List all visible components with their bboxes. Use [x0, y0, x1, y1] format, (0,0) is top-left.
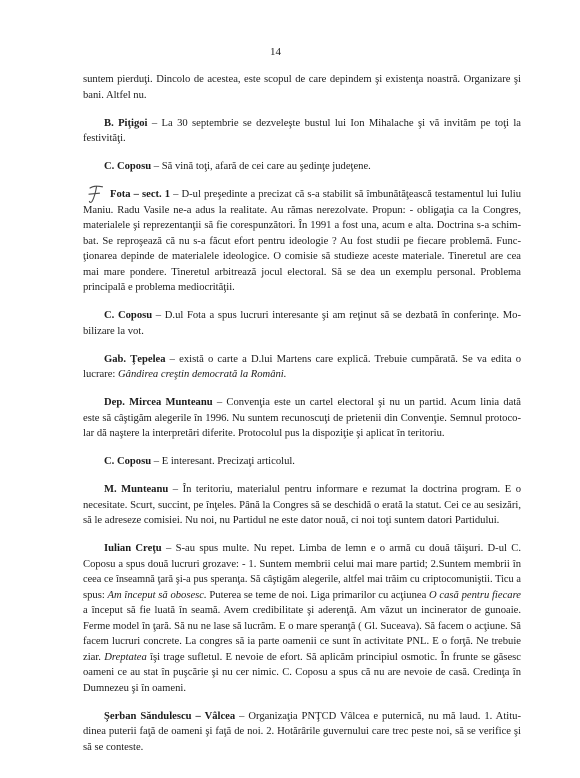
- text-line: [83, 541, 521, 557]
- speaker-name: C. Coposu: [104, 456, 152, 467]
- line-text: Coposu a spus două lucruri grozave: - 1. Suntem membrii celui mai mare partid; 2.Suntem membrii în: [83, 558, 521, 570]
- text-line: [83, 634, 521, 650]
- text-line: [83, 724, 521, 740]
- text-line: [83, 352, 521, 368]
- paragraph: [83, 308, 521, 339]
- text-line: [83, 426, 521, 442]
- paragraph: [83, 454, 521, 470]
- text-line: [83, 159, 521, 175]
- line-text: mai mare pondere. Tineretul arbitrează jocul electoral. Să se dea un exemplu personal. Problema: [83, 266, 521, 278]
- text-line: [83, 72, 521, 88]
- line-text: suntem pierduţi. Dincolo de acestea, este scopul de care depindem şi existenţa noastră. Organizare şi: [83, 74, 521, 85]
- text-line: [83, 203, 521, 219]
- line-text: lucrare:: [83, 369, 118, 380]
- line-text: ţionarea depinde de materialele ideologice. O comisie să studieze aceste materiale. Tineretul are cea: [83, 251, 521, 262]
- text-line: [83, 280, 521, 296]
- speaker-name: B. Piţigoi: [104, 117, 148, 129]
- line-text: – În teritoriu, materialul pentru informare e rezumat la doctrina program. E o: [168, 484, 521, 495]
- line-text: – S-au spus multe. Nu repet. Limba de lemn e o armă cu două tăişuri. D-ul C.: [161, 543, 521, 554]
- line-text: – Convenţia este un cartel electoral şi nu un partid. Acum linia dată: [212, 397, 521, 408]
- text-line: [83, 454, 521, 470]
- text-line: [83, 650, 521, 666]
- text-line: [83, 603, 521, 619]
- text-line: [83, 482, 521, 498]
- line-text: ceea ce înseamnă ţară şi-a pus speranţa. Să câştigăm alegerile, altfel mai trăim cu criptocomuniştii. Ticu a: [83, 574, 521, 585]
- paragraph: [83, 541, 521, 696]
- line-text: să se conteste.: [83, 741, 144, 753]
- line-text: necesitate. Scurt, succint, pe înţeles. Până la Congres să se deschidă o erată la statut. Cei ce au sesizări,: [83, 499, 521, 511]
- line-text: dinea puterii faţă de oameni şi faţă de noi. 2. Hotărârile guvernului care trec peste noi, să se verifice şi: [83, 726, 521, 737]
- line-text: Puterea se teme de noi. Liga primarilor cu acţiunea: [206, 589, 430, 601]
- paragraph: [83, 72, 521, 103]
- line-text: să le adreseze comisiei. Nu noi, nu Partidul ne este dator nouă, ci noi toţi suntem datori Partidului.: [83, 515, 500, 526]
- paragraph: [83, 482, 521, 529]
- line-text: Ferme model în ţară. Să nu ne lase să lucrăm. E o mare speranţă ( Gl. Suceava). Să facem o acţiune. Să: [83, 620, 521, 632]
- line-text: ziar.: [83, 651, 105, 663]
- text-line: [83, 557, 521, 573]
- speaker-name: Gab. Ţepelea: [104, 353, 166, 365]
- text-line: [83, 265, 521, 281]
- text-line: [83, 572, 521, 588]
- text-line: [83, 395, 521, 411]
- speaker-name: C. Coposu: [104, 161, 152, 172]
- text-line: [83, 709, 521, 725]
- paragraph: [83, 709, 521, 756]
- line-text: Maniu. Radu Vasile ne-a adus la realitate. Au rămas nerezolvate. Propun: - obligaţia ca la Congres,: [83, 204, 521, 216]
- text-line: [83, 234, 521, 250]
- speaker-name: Fota – sect. 1: [110, 189, 171, 200]
- italic-text: Dreptatea: [104, 651, 147, 663]
- paragraph: [83, 352, 521, 383]
- paragraph: [83, 159, 521, 175]
- text-line: [83, 681, 521, 697]
- paragraph: [83, 395, 521, 442]
- line-text: – Organizaţia PNŢCD Vâlcea e puternică, nu mă laud. 1. Atitu-: [235, 710, 521, 722]
- line-text: – Să vină toţi, afară de cei care au şedinţe judeţene.: [151, 161, 371, 172]
- speaker-name: Şerban Săndulescu – Vâlcea: [104, 710, 236, 722]
- page-number: 14: [270, 46, 281, 58]
- speaker-name: C. Coposu: [104, 310, 153, 321]
- text-line: [83, 588, 521, 604]
- text-line: [83, 513, 521, 529]
- line-text: bilizare la vot.: [83, 325, 144, 337]
- line-text: este să câştigăm alegerile în 1996. Nu suntem recunoscuţi de prietenii din Convenţie. Semnul protoco-: [83, 412, 521, 424]
- text-line: [83, 187, 521, 203]
- text-line: [83, 88, 521, 104]
- paragraph: [83, 116, 521, 147]
- line-text: – D.ul Fota a spus lucruri interesante şi am reţinut să se dezbată în conferinţe. Mo-: [152, 310, 521, 321]
- line-text: oameni ce au stat în puşcărie şi nu cer nimic. C. Coposu a spus că nu are nevoie de casă. Credinţa în: [83, 667, 521, 678]
- text-line: [83, 218, 521, 234]
- handwritten-f-mark: [86, 183, 104, 205]
- line-text: bani. Altfel nu.: [83, 89, 147, 101]
- text-line: [83, 411, 521, 427]
- line-text: îşi trage sufletul. E nevoie de efort. Să aplicăm principiul osmotic. În frunte se găsesc: [146, 651, 521, 663]
- line-text: facem lucruri concrete. La congres să ia parte oamenii ce sunt în activitate PNL. E o forţă. Ne trebuie: [83, 636, 521, 647]
- text-line: [83, 367, 521, 383]
- line-text: principală e problema mediocrităţii.: [83, 282, 235, 293]
- line-text: bat. Se reproşează că nu s-a făcut efort pentru ideologie ? Au fost studii pe fiecare problemă. Func-: [83, 235, 521, 247]
- line-text: festivităţi.: [83, 133, 126, 144]
- line-text: – D-ul preşedinte a precizat că s-a stabilit să îmbunătăţească testamentul lui Iuliu: [170, 189, 521, 200]
- italic-text: O casă pentru fiecare: [429, 589, 522, 601]
- text-line: [83, 131, 521, 147]
- line-text: – E interesant. Precizaţi articolul.: [151, 456, 295, 467]
- speaker-name: Iulian Creţu: [104, 543, 162, 554]
- speaker-name: Dep. Mircea Munteanu: [104, 397, 213, 408]
- line-text: materialele şi reprezentanţii să fie corespunzători. În 1991 a fost una, acum e alta. Doctrina s-a schim-: [83, 220, 521, 231]
- text-line: [83, 116, 521, 132]
- document-body: [83, 72, 521, 768]
- paragraph: [83, 187, 521, 296]
- line-text: – La 30 septembrie se dezveleşte bustul lui Ion Mihalache şi vă invităm pe toţi la: [147, 117, 521, 129]
- text-line: [83, 740, 521, 756]
- italic-text: Gândirea creştin democrată la Români.: [118, 369, 287, 380]
- speaker-name: M. Munteanu: [104, 484, 169, 495]
- line-text: spus:: [83, 589, 108, 601]
- line-text: Dumnezeu şi în oameni.: [83, 682, 186, 694]
- italic-text: Am început să obosesc.: [107, 589, 207, 601]
- text-line: [83, 308, 521, 324]
- text-line: [83, 619, 521, 635]
- line-text: – există o carte a D.lui Martens care explică. Trebuie cumpărată. Se va edita o: [165, 353, 521, 365]
- text-line: [83, 665, 521, 681]
- text-line: [83, 249, 521, 265]
- line-text: a început să fie luată în seamă. Avem credibilitate şi aderenţă. Am văzut un incinerator de gunoaie.: [83, 605, 521, 616]
- text-line: [83, 324, 521, 340]
- text-line: [83, 498, 521, 514]
- line-text: lar dă naştere la interpretări diferite. Protocolul pus la dispoziţie şi aplicat în teritoriu.: [83, 428, 445, 439]
